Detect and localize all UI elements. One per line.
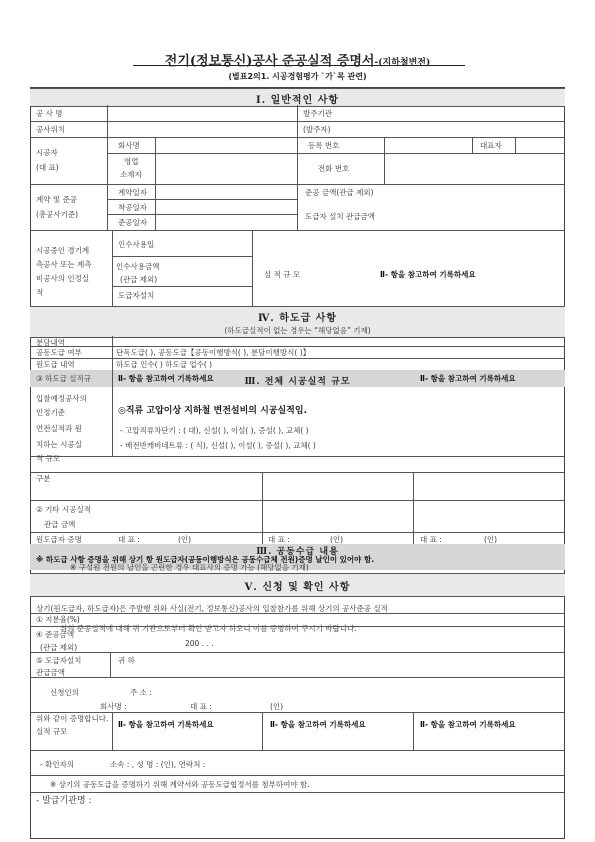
row-line [30,613,565,614]
label-a16: ⑤ 도급자설치 [36,656,82,665]
label-a13: 원도급자 증명 [36,535,82,544]
applicant-address: 주 소 : [130,688,152,697]
label-company: 회사명 [118,141,140,150]
applicant-rep: 대 표 : [190,702,212,711]
row-line [30,792,565,793]
ref-note-d: Ⅱ- 항을 참고하여 기록하세요 [270,720,366,729]
label-client-sub: (발주자) [303,125,331,134]
label-a12: 관급 금액 [44,520,76,529]
label-a9: 적 규모 [36,454,61,463]
row-line [30,500,565,501]
label-a17: 관급금액 [36,668,65,677]
label-a1: 분담내역 [36,338,65,347]
title-main: 전기(정보통신)공사 준공실적 증명서 [164,54,375,69]
row-line [30,532,565,533]
row-line [107,153,565,154]
col-line [297,105,298,230]
label-completion-amount: 준공 금액(관급 제외) [305,188,374,197]
label-ceo: 대표자 [480,141,502,150]
label-scale-2: 측공사 또는 계측 [36,260,92,269]
dae-a: 대 표 : [118,535,140,544]
col-line [413,712,414,750]
note-star-2: ※ 구성원 전원의 날인을 곤란한 경우 대표사의 증명 가능 (해당없음 기재) [70,563,309,572]
label-contractor: 시공자 [36,148,58,157]
col-line [155,137,156,230]
label-client: 발주기관 [303,109,332,118]
row-line [107,199,297,200]
confirmer-label: - 확인자의 [40,760,75,769]
ref-note-b: Ⅱ- 항을 참고하여 기록하세요 [420,374,516,383]
label-a11: ② 기타 시공실적 [36,505,91,514]
section-1-heading: Ⅰ. 일반적인 사항 [255,95,340,106]
in-a: (인) [178,535,192,544]
row-line [30,775,565,776]
section-4-heading: Ⅳ. 하도급 사항 [257,313,338,324]
label-finish-date: 준공일자 [118,218,147,227]
label-a4: ③ 하도급 실적규 [36,374,91,383]
label-a7: 연전실적과 원 [36,424,82,433]
confirmer-line: 소속 : , 성 명 : (인), 연락처 : [110,760,206,769]
label-subs-install: 도급자설치 [118,291,155,300]
to-label: 귀 하 [118,656,135,665]
label-a5: 입찰예정공사의 [36,394,87,403]
col-line [107,105,108,230]
label-scale-3: 비공사의 인정실 [36,274,90,283]
applicant-seal: (인) [270,702,284,711]
label-project-name: 공 사 명 [36,109,63,118]
overlay-line-2: - 고압직류차단기 : ( 대), 신설( ), 이설( ), 증설( ), 교체( ) [120,426,309,435]
row-line [30,712,565,713]
dae-c: 대 표 : [420,535,442,544]
label-contract: 계약 및 준공 [36,195,77,204]
col-line [413,472,414,544]
subcontract-type: 단독도급( ), 공동도급【공동이행방식( ), 분담이행방식( )】 [116,348,311,357]
label-scale-4: 적 [36,288,44,297]
col-line [515,137,516,153]
in-b: (인) [330,535,344,544]
title-underline [133,65,465,66]
section-3b-heading: Ⅲ. 공동수급 내용 [256,547,339,557]
label-subs-amount-sub: (관급 제외) [120,275,158,284]
label-address-a: 영업 [124,157,139,166]
row-line [30,358,565,359]
applicant-company: 회사명 : [100,702,127,711]
row-line [107,214,297,215]
scale-label: 실적 규모 [36,727,68,736]
row-line [30,456,565,457]
label-scale-1: 시공중인 경기계 [36,246,90,255]
label-subcontract-amount: 도급자 설치 관급금액 [305,212,375,221]
label-project-location: 공사위치 [36,125,65,134]
row-line [30,626,565,627]
check-note: 위와 같이 증명합니다. [36,714,109,723]
label-a6: 인정기준 [36,408,65,417]
section-2-note: (하도급실적이 없는 경우는 “해당없음” 기재) [224,326,371,335]
label-a8: 치하는 시공실 [36,440,82,449]
label-a3: 원도급 내역 [36,360,75,369]
label-a2: 공동도급 여부 [36,348,82,357]
row-line [30,750,565,751]
label-subs-worker: 인수사용일 [118,240,155,249]
label-contractor-sub: (대 표) [36,163,59,172]
col-line [110,652,111,677]
row-line [30,230,565,231]
row-line [30,472,565,473]
label-start-date: 착공일자 [118,203,147,212]
request-line-2: 위의 준공실적에 대해 귀 기관으로부터 확인 받고자 하오니 이를 증명하여 주시기 바랍니다. [60,624,357,633]
section-3-heading: Ⅲ. 전체 시공실적 규모 [244,377,351,387]
issuer-label: - 발급기관명 : [36,796,92,806]
title-suffix: -(지하철변전) [374,58,431,68]
row-line [112,286,252,287]
col-line [112,712,113,750]
note-star: ※ 하도급 사항 증명을 위해 상기 항 원도급자(공동이행방식은 공동수급체 전원)증명 날인이 있어야 함. [36,555,375,564]
ref-note-e: Ⅱ- 항을 참고하여 기록하세요 [420,720,516,729]
label-a14: ④ 준공금액 [36,630,75,639]
label-a18: ① 지분율(%) [36,615,80,624]
label-contract-sub: (총공사기준) [36,210,79,219]
in-c: (인) [484,535,498,544]
col-line [472,137,473,153]
row-line [30,346,565,347]
section-5-heading: Ⅴ. 신청 및 확인 사항 [244,582,351,593]
refer-note: Ⅱ- 항을 참고하여 기록하세요 [380,270,476,279]
apply-date: 200 . . . [185,639,214,648]
document-subtitle: (별표2의1. 시공경험평가 `가`목 관련) [228,72,367,81]
label-phone: 전화 번호 [318,164,350,173]
ref-note-a: Ⅱ- 항을 참고하여 기록하세요 [118,374,214,383]
label-address-b: 소재지 [120,170,142,179]
label-perf-scale: 실 적 규 모 [264,270,301,279]
ref-note-c: Ⅱ- 항을 참고하여 기록하세요 [118,720,214,729]
subcontract-proportion: 하도급 인수( ) 하도급 업수( ) [116,360,213,369]
document-title [0,50,595,69]
label-reg-no: 등록 번호 [308,141,340,150]
col-line [252,230,253,306]
request-line: 상기(원도급자, 하도급자)은 주발행 위와 사실(전기, 정보통신)공사의 입찰참가를 위해 상기의 공사준공 실적 [36,604,388,613]
col-line [262,712,263,750]
label-a10: 구분 [36,474,51,483]
row-line [112,256,252,257]
label-subs-amount: 인수사용금액 [116,262,160,271]
col-line [112,336,113,456]
overlay-line-1: ◎직류 고압이상 지하철 변전설비의 시공실적임. [118,406,307,416]
label-a15: (관급 제외) [40,643,78,652]
col-line [112,230,113,306]
col-line [262,472,263,544]
dae-b: 대 표 : [268,535,290,544]
applicant-label: 신청인의 [50,688,79,697]
row-line [30,677,565,678]
col-line [384,137,385,184]
overlay-line-3: - 배전반캐비네트류 : ( 식), 신설( ), 이설( ), 증설( ), 교체( ) [120,441,316,450]
footnote: ※ 상기의 공동도급을 증명하기 위해 계약서와 공동도급협정서를 첨부하여야 함. [50,780,310,789]
label-contract-date: 계약일자 [118,188,147,197]
